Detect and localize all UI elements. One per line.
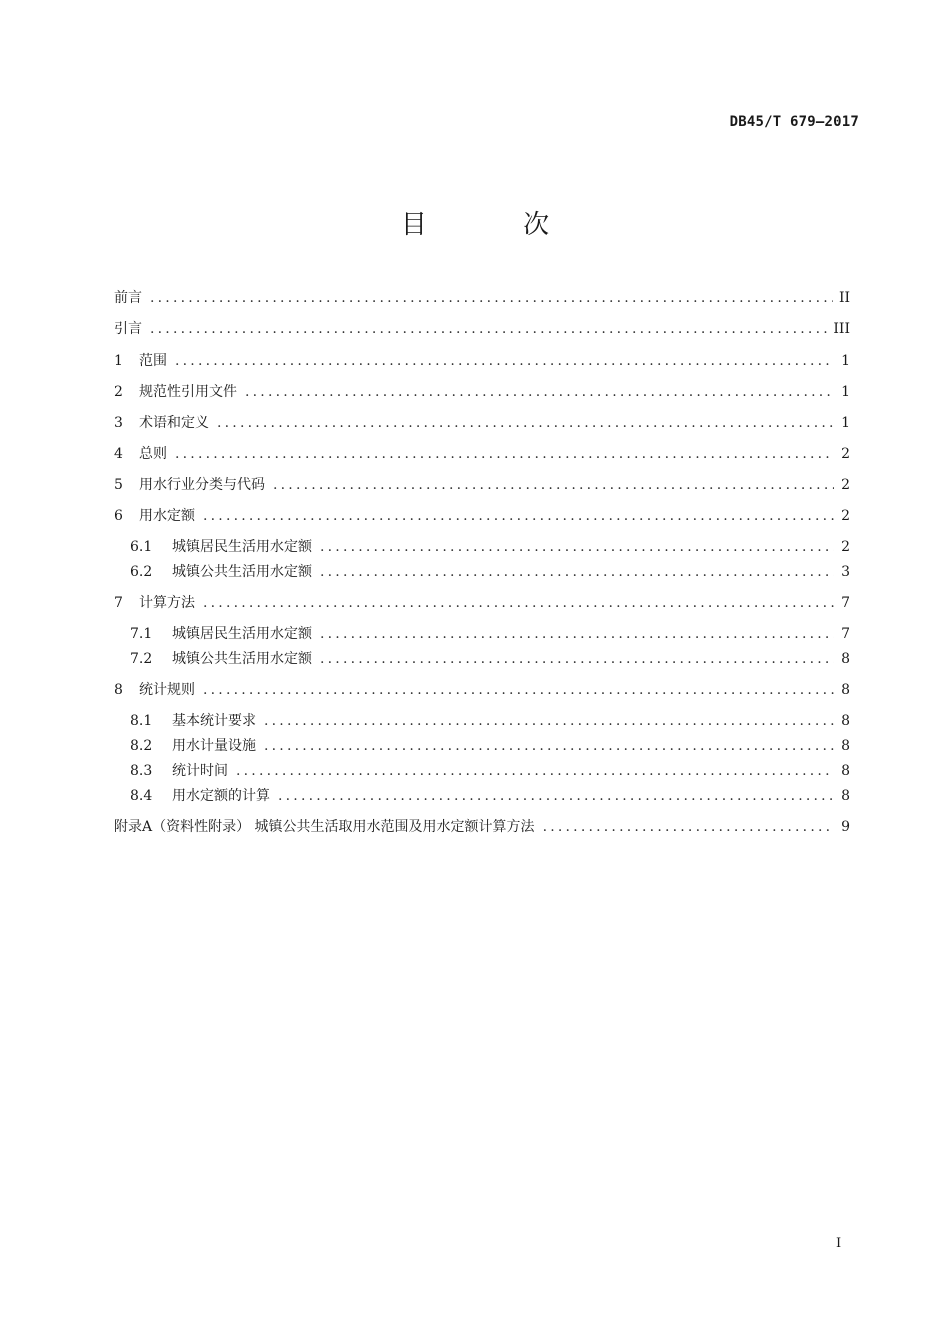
toc-entry-3[interactable]: [114, 411, 850, 433]
toc-title: 目 次: [400, 210, 594, 240]
toc-entry-appendix-a[interactable]: [114, 815, 850, 837]
toc-entry-7-2[interactable]: [130, 647, 850, 669]
toc-entry-5[interactable]: [114, 473, 850, 495]
toc-dot-leader: [203, 506, 834, 526]
toc-entry-label: 8.1 基本统计要求: [130, 713, 256, 729]
toc-dot-leader: [203, 680, 834, 700]
toc-entry-1[interactable]: [114, 349, 850, 371]
toc-dot-leader: [150, 319, 827, 339]
toc-page-number: III: [833, 321, 850, 337]
toc-page-number: 2: [841, 446, 850, 462]
toc-page-number: 8: [841, 788, 850, 804]
toc-page-number: 8: [841, 682, 850, 698]
toc-entry-6-2[interactable]: [130, 560, 850, 582]
toc-entry-label: 5 用水行业分类与代码: [114, 477, 265, 493]
toc-page-number: 1: [841, 415, 850, 431]
toc-entry-foreword[interactable]: [114, 286, 850, 308]
toc-entry-8-3[interactable]: [130, 759, 850, 781]
toc-dot-leader: [175, 351, 834, 371]
toc-entry-label: 6 用水定额: [114, 508, 195, 524]
toc-page-number: 1: [841, 353, 850, 369]
toc-dot-leader: [320, 624, 834, 644]
toc-dot-leader: [320, 537, 834, 557]
page-number: I: [836, 1236, 842, 1251]
toc-entry-6[interactable]: [114, 504, 850, 526]
document-code: DB45/T 679—2017: [729, 114, 859, 130]
toc-page-number: 9: [841, 819, 850, 835]
toc-entry-label: 7 计算方法: [114, 595, 195, 611]
toc-entry-label: 前言: [114, 290, 142, 306]
toc-dot-leader: [278, 786, 834, 806]
toc-dot-leader: [245, 382, 834, 402]
toc-dot-leader: [320, 649, 834, 669]
toc-dot-leader: [203, 593, 834, 613]
toc-dot-leader: [236, 761, 834, 781]
toc-entry-label: 6.2 城镇公共生活用水定额: [130, 564, 312, 580]
toc-page-number: 1: [841, 384, 850, 400]
toc-entry-label: 1 范围: [114, 353, 167, 369]
toc-page-number: 8: [841, 713, 850, 729]
toc-entry-6-1[interactable]: [130, 535, 850, 557]
toc-page-number: 8: [841, 651, 850, 667]
toc-dot-leader: [543, 817, 834, 837]
toc-dot-leader: [150, 288, 833, 308]
toc-entry-7[interactable]: [114, 591, 850, 613]
toc-entry-label: 7.1 城镇居民生活用水定额: [130, 626, 312, 642]
toc-entry-8-1[interactable]: [130, 709, 850, 731]
toc-entry-label: 引言: [114, 321, 142, 337]
toc-entry-introduction[interactable]: [114, 317, 850, 339]
toc-page-number: 7: [841, 626, 850, 642]
toc-entry-label: 8.3 统计时间: [130, 763, 228, 779]
toc-entry-label: 4 总则: [114, 446, 167, 462]
toc-page-number: 2: [841, 477, 850, 493]
toc-entry-4[interactable]: [114, 442, 850, 464]
toc-dot-leader: [264, 736, 834, 756]
toc-dot-leader: [273, 475, 834, 495]
toc-entry-label: 3 术语和定义: [114, 415, 209, 431]
toc-page-number: 7: [841, 595, 850, 611]
toc-entry-label: 2 规范性引用文件: [114, 384, 237, 400]
toc-page-number: 8: [841, 763, 850, 779]
toc-entry-label: 8.4 用水定额的计算: [130, 788, 270, 804]
toc-dot-leader: [217, 413, 834, 433]
toc-dot-leader: [264, 711, 834, 731]
toc-entry-label: 8.2 用水计量设施: [130, 738, 256, 754]
toc-page-number: 2: [841, 508, 850, 524]
toc-entry-8[interactable]: [114, 678, 850, 700]
toc-dot-leader: [175, 444, 834, 464]
toc-entry-8-4[interactable]: [130, 784, 850, 806]
toc-entry-7-1[interactable]: [130, 622, 850, 644]
toc-page-number: II: [838, 290, 850, 306]
toc-page-number: 8: [841, 738, 850, 754]
toc-entry-label: 8 统计规则: [114, 682, 195, 698]
toc-page-number: 2: [841, 539, 850, 555]
toc-dot-leader: [320, 562, 834, 582]
toc-entry-label: 附录A（资料性附录） 城镇公共生活取用水范围及用水定额计算方法: [114, 819, 535, 835]
toc-entry-8-2[interactable]: [130, 734, 850, 756]
toc-entry-label: 6.1 城镇居民生活用水定额: [130, 539, 312, 555]
toc-page-number: 3: [841, 564, 850, 580]
toc-entry-2[interactable]: [114, 380, 850, 402]
toc-entry-label: 7.2 城镇公共生活用水定额: [130, 651, 312, 667]
